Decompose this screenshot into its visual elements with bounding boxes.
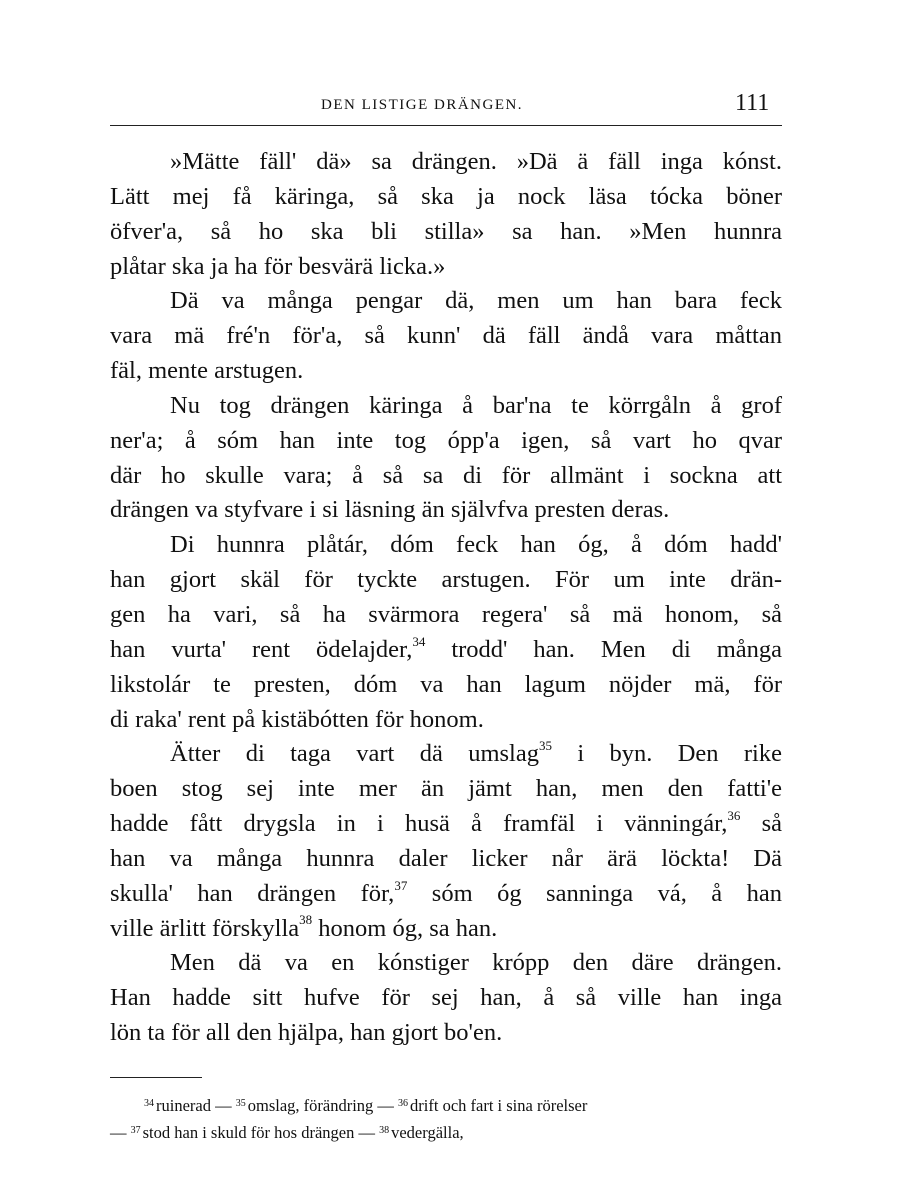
footnote-ref: 36 <box>727 807 741 823</box>
page-number: 111 <box>735 90 770 116</box>
footnote-ref: 37 <box>394 877 408 893</box>
text-line <box>110 807 782 842</box>
footnote-line <box>110 1094 782 1121</box>
text-segment: sóm óg sanninga vá, å han <box>431 879 783 907</box>
text-segment: han vurta' rent ödelajder, <box>110 635 413 663</box>
text-line <box>110 912 782 947</box>
running-header: DEN LISTIGE DRÄNGEN. <box>321 97 524 113</box>
text-line: vara mä fré'n för'a, så kunn' dä fäll ändå vara måttan <box>110 322 782 350</box>
text-segment: trodd' han. Men di många <box>451 635 783 663</box>
text-line: Lätt mej få käringa, så ska ja nock läsa tócka böner <box>110 182 782 210</box>
text-line: där ho skulle vara; å så sa di för allmänt i sockna att <box>110 461 782 489</box>
footnote-text: vedergälla, <box>391 1123 464 1142</box>
text-line <box>110 633 782 668</box>
footnote-mark: 36 <box>398 1098 409 1109</box>
footnotes <box>110 1094 782 1148</box>
footnote-mark: 38 <box>379 1125 390 1136</box>
footnote-line <box>110 1121 782 1148</box>
footnote-text: omslag, förändring — <box>247 1096 394 1115</box>
text-line: boen stog sej inte mer än jämt han, men den fatti'e <box>110 775 782 803</box>
text-segment: skulla' han drängen för, <box>110 879 395 907</box>
footnote-text: stod han i skuld för hos drängen — <box>142 1123 375 1142</box>
text-line: likstolár te presten, dóm va han lagum nöjder mä, för <box>110 670 782 698</box>
text-line: öfver'a, så ho ska bli stilla» sa han. »Men hunnra <box>110 217 782 245</box>
footnote-ref: 38 <box>299 912 313 928</box>
text-line <box>110 737 782 772</box>
text-line: Han hadde sitt hufve för sej han, å så ville han inga <box>110 984 782 1012</box>
footnote-mark: 35 <box>235 1098 246 1109</box>
footnote-ref: 35 <box>538 738 552 754</box>
footnote-rule <box>110 1077 202 1078</box>
text-line: han gjort skäl för tyckte arstugen. För um inte drän- <box>110 566 782 594</box>
text-line: drängen va styfvare i si läsning än självfva presten deras. <box>110 496 670 524</box>
text-line: Men dä va en kónstiger krópp den däre drängen. <box>170 949 782 977</box>
text-line: gen ha vari, så ha svärmora regera' så mä honom, så <box>110 600 782 628</box>
text-segment: i byn. Den rike <box>577 740 782 768</box>
text-segment: hadde fått drygsla in i husä å framfäl i vänningár, <box>110 810 728 838</box>
text-segment: ville ärlitt förskylla <box>110 914 300 942</box>
text-line: fäl, mente arstugen. <box>110 357 304 385</box>
footnote-text: ruinerad — <box>156 1096 232 1115</box>
header-rule <box>110 125 782 126</box>
text-line: plåtar ska ja ha för besvärä licka.» <box>110 252 446 280</box>
footnote-text: drift och fart i sina rörelser <box>410 1096 588 1115</box>
text-line: di raka' rent på kistäbótten för honom. <box>110 705 484 733</box>
footnote-ref: 34 <box>412 633 426 649</box>
text-segment: Ätter di taga vart dä umslag <box>170 740 539 768</box>
text-segment: så <box>761 810 783 838</box>
text-line: lön ta för all den hjälpa, han gjort bo'en. <box>110 1019 503 1047</box>
text-line <box>110 877 782 912</box>
body-text <box>110 145 782 1051</box>
footnote-mark: 34 <box>144 1098 154 1109</box>
text-line: Dä va många pengar dä, men um han bara feck <box>170 287 782 315</box>
text-line: Di hunnra plåtár, dóm feck han óg, å dóm hadd' <box>170 531 782 559</box>
text-line: »Mätte fäll' dä» sa drängen. »Dä ä fäll inga kónst. <box>170 148 782 175</box>
text-line: han va många hunnra daler licker når ärä löckta! Dä <box>110 844 782 872</box>
text-segment: honom óg, sa han. <box>318 914 498 942</box>
text-line: ner'a; å sóm han inte tog ópp'a igen, så vart ho qvar <box>110 426 782 454</box>
footnote-mark: 37 <box>130 1125 141 1136</box>
footnote-dash: — <box>110 1123 127 1142</box>
text-line: Nu tog drängen käringa å bar'na te körrgåln å grof <box>170 391 782 419</box>
